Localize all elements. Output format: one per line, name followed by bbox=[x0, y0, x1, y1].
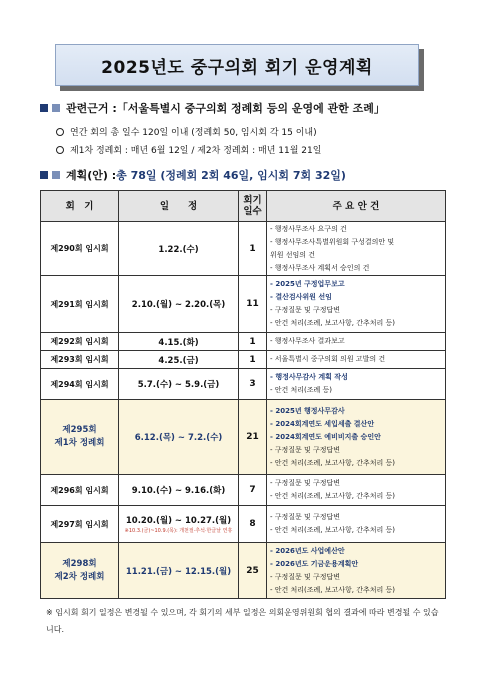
square-bullet-icon bbox=[52, 104, 60, 112]
session-label: 제294회 임시회 bbox=[50, 379, 109, 389]
agenda-item: - 2026년도 사업예산안 bbox=[270, 546, 345, 555]
schedule-cell bbox=[119, 400, 239, 475]
agenda-cell bbox=[267, 222, 446, 276]
table-row bbox=[41, 333, 446, 351]
agenda-cell bbox=[267, 400, 446, 475]
agenda-item: - 구정질문 및 구정답변 bbox=[270, 306, 341, 314]
session-label: 제292회 임시회 bbox=[50, 337, 109, 346]
circle-bullet-icon bbox=[56, 146, 64, 154]
circle-bullet-icon bbox=[56, 128, 64, 136]
agenda-item: - 안건 처리(조례, 보고사항, 간추처리 등) bbox=[270, 492, 395, 500]
days-cell: 11 bbox=[239, 276, 267, 333]
basis-section bbox=[40, 100, 385, 116]
days-cell: 3 bbox=[239, 369, 267, 400]
session-label: 제297회 임시회 bbox=[50, 519, 109, 529]
schedule-cell bbox=[119, 506, 239, 543]
session-label: 제1차 정례회 bbox=[54, 438, 105, 448]
table-row bbox=[41, 222, 446, 276]
agenda-cell bbox=[267, 475, 446, 506]
header-session: 회 기 bbox=[41, 191, 119, 222]
session-label: 제291회 임시회 bbox=[50, 299, 109, 309]
agenda-cell bbox=[267, 351, 446, 369]
schedule-cell bbox=[119, 369, 239, 400]
schedule-cell bbox=[119, 222, 239, 276]
square-bullet-icon bbox=[40, 104, 48, 112]
schedule-dates: 4.25.(금) bbox=[158, 355, 199, 366]
agenda-item: - 결산검사위원 선임 bbox=[270, 293, 332, 301]
table-row bbox=[41, 351, 446, 369]
session-label: 제290회 임시회 bbox=[50, 244, 109, 253]
days-cell: 8 bbox=[239, 506, 267, 543]
session-label: 제2차 정례회 bbox=[54, 571, 105, 582]
session-label: 제293회 임시회 bbox=[50, 355, 109, 364]
plan-text: 총 78일 (정례회 2회 46일, 임시회 7회 32일) bbox=[116, 169, 346, 182]
session-cell bbox=[41, 369, 119, 400]
agenda-item: - 서울특별시 중구의회 의원 고발의 건 bbox=[270, 355, 386, 363]
square-bullet-icon bbox=[52, 171, 60, 179]
session-cell bbox=[41, 506, 119, 543]
schedule-cell bbox=[119, 543, 239, 599]
agenda-item: 위원 선임의 건 bbox=[270, 250, 316, 259]
table-row bbox=[41, 475, 446, 506]
schedule-cell bbox=[119, 475, 239, 506]
footnote: ※ 임시회 회기 일정은 변경될 수 있으며, 각 회기의 세부 일정은 의회운영위원회 협의 결과에 따라 변경될 수 있습니다. bbox=[46, 608, 439, 634]
agenda-item: - 안건 처리(조례, 보고사항, 간추처리 등) bbox=[270, 526, 395, 534]
agenda-item: - 2024회계연도 예비비지출 승인안 bbox=[270, 432, 381, 441]
table-row bbox=[41, 543, 446, 599]
agenda-item: - 행정사무감사 계획 작성 bbox=[270, 373, 348, 381]
session-cell bbox=[41, 543, 119, 599]
agenda-item: - 안건 처리(조례, 보고사항, 간추처리 등) bbox=[270, 585, 395, 594]
schedule-cell bbox=[119, 276, 239, 333]
agenda-item: - 안건 처리(조례, 보고사항, 간추처리 등) bbox=[270, 458, 395, 467]
agenda-cell bbox=[267, 369, 446, 400]
agenda-item: - 구정질문 및 구정답변 bbox=[270, 572, 341, 581]
schedule-dates: 1.22.(수) bbox=[158, 244, 199, 255]
session-cell bbox=[41, 475, 119, 506]
agenda-item: - 2024회계연도 세입세출 결산안 bbox=[270, 419, 375, 428]
session-cell bbox=[41, 351, 119, 369]
days-cell: 1 bbox=[239, 222, 267, 276]
agenda-item: - 2026년도 기금운용계획안 bbox=[270, 559, 359, 568]
session-label: 제298회 bbox=[62, 558, 97, 569]
agenda-cell bbox=[267, 543, 446, 599]
session-cell bbox=[41, 333, 119, 351]
schedule-dates: 5.7.(수) ~ 5.9.(금) bbox=[137, 380, 220, 390]
days-cell: 25 bbox=[239, 543, 267, 599]
basis-label: 관련근거 : bbox=[66, 102, 117, 115]
agenda-item: - 구정질문 및 구정답변 bbox=[270, 445, 341, 454]
agenda-item: - 2025년 구정업무보고 bbox=[270, 280, 345, 288]
header-agenda: 주 요 안 건 bbox=[267, 191, 446, 222]
days-cell: 1 bbox=[239, 333, 267, 351]
table-header-row bbox=[41, 191, 446, 222]
agenda-cell bbox=[267, 506, 446, 543]
agenda-item: - 구정질문 및 구정답변 bbox=[270, 513, 341, 521]
schedule-cell bbox=[119, 333, 239, 351]
agenda-cell bbox=[267, 276, 446, 333]
header-days: 회기 일수 bbox=[239, 191, 267, 222]
agenda-item: - 2025년 행정사무감사 bbox=[270, 406, 345, 415]
schedule-table bbox=[40, 190, 446, 599]
schedule-dates: 10.20.(월) ~ 10.27.(월) bbox=[125, 516, 232, 526]
table-row bbox=[41, 506, 446, 543]
agenda-item: - 행정사무조사 요구의 건 bbox=[270, 224, 347, 233]
basis-item: 제1차 정례회 : 매년 6월 12일 / 제2차 정례회 : 매년 11월 21일 bbox=[56, 143, 321, 156]
days-cell: 7 bbox=[239, 475, 267, 506]
agenda-cell bbox=[267, 333, 446, 351]
agenda-item: - 행정사무조사 계획서 승인의 건 bbox=[270, 263, 370, 272]
schedule-dates: 2.10.(월) ~ 2.20.(목) bbox=[131, 300, 226, 310]
plan-label: 계획(안) : bbox=[66, 169, 117, 182]
session-label: 제296회 임시회 bbox=[50, 485, 109, 495]
basis-item: 연간 회의 총 일수 120일 이내 (정례회 50, 임시회 각 15 이내) bbox=[56, 125, 317, 138]
days-cell: 1 bbox=[239, 351, 267, 369]
agenda-item: - 행정사무조사 결과보고 bbox=[270, 337, 345, 345]
session-label: 제295회 bbox=[62, 425, 97, 435]
plan-section bbox=[40, 167, 346, 183]
header-schedule: 일 정 bbox=[119, 191, 239, 222]
schedule-note: ※10.3.(금)~10.9.(목): 개천절·추석·한글날 연휴 bbox=[124, 528, 233, 534]
schedule-dates: 4.15.(화) bbox=[158, 337, 199, 348]
table-row bbox=[41, 369, 446, 400]
schedule-cell bbox=[119, 351, 239, 369]
session-cell bbox=[41, 400, 119, 475]
agenda-item: - 안건 처리(조례, 보고사항, 간추처리 등) bbox=[270, 319, 395, 327]
schedule-dates: 6.12.(목) ~ 7.2.(수) bbox=[134, 433, 223, 443]
schedule-dates: 9.10.(수) ~ 9.16.(화) bbox=[131, 486, 226, 496]
agenda-item: - 구정질문 및 구정답변 bbox=[270, 479, 341, 487]
square-bullet-icon bbox=[40, 171, 48, 179]
basis-text: 「서울특별시 중구의회 정례회 등의 운영에 관한 조례」 bbox=[116, 102, 385, 115]
days-cell: 21 bbox=[239, 400, 267, 475]
table-row bbox=[41, 400, 446, 475]
document-title: 2025년도 중구의회 회기 운영계획 bbox=[55, 44, 419, 86]
agenda-item: - 행정사무조사특별위원회 구성결의안 및 bbox=[270, 237, 395, 246]
session-cell bbox=[41, 276, 119, 333]
table-row bbox=[41, 276, 446, 333]
agenda-item: - 안건 처리(조례 등) bbox=[270, 386, 332, 394]
session-cell bbox=[41, 222, 119, 276]
schedule-dates: 11.21.(금) ~ 12.15.(월) bbox=[125, 566, 232, 577]
